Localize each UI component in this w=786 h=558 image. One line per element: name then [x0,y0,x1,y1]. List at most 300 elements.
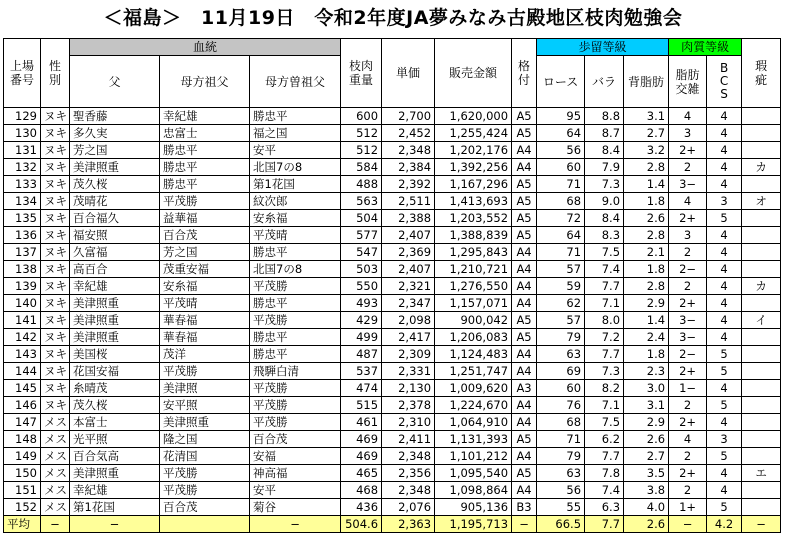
cell-no: 130 [4,125,41,142]
cell-grade: A4 [512,244,537,261]
cell-maternal-grandfather: 勝忠平 [160,142,250,159]
cell-marbling: 2+ [669,363,707,380]
cell-unit-price: 2,378 [382,397,435,414]
cell-maternal-great-grandfather: 平茂晴 [250,227,341,244]
cell-defect [742,261,781,278]
header-meat-group: 肉質等級 [669,39,742,56]
cell-maternal-great-grandfather: 北国7の8 [250,261,341,278]
table-row [4,142,781,159]
cell-sex: ヌキ [41,329,70,346]
cell-loin: 64 [537,227,585,244]
cell-back-fat: 2.9 [624,414,669,431]
cell-sales: 1,251,747 [435,363,512,380]
cell-rib: 6.2 [585,431,624,448]
cell-maternal-grandfather: 芳之国 [160,244,250,261]
cell-maternal-great-grandfather: 菊谷 [250,499,341,516]
cell-sex: ヌキ [41,261,70,278]
page-title: ＜福島＞ 11月19日 令和2年度JA夢みなみ古殿地区枝肉勉強会 [103,7,683,29]
cell-grade: A4 [512,295,537,312]
cell-back-fat: 3.5 [624,465,669,482]
cell-father: 芳之国 [70,142,160,159]
cell-grade: A4 [512,142,537,159]
cell-no: 150 [4,465,41,482]
cell-defect: イ [742,312,781,329]
cell-weight: 468 [341,482,382,499]
cell-maternal-grandfather: 茂重安福 [160,261,250,278]
cell-loin: 71 [537,431,585,448]
cell-maternal-grandfather: 隆之国 [160,431,250,448]
cell-unit-price: 2,356 [382,465,435,482]
cell-sex: ヌキ [41,176,70,193]
cell-marbling: 2+ [669,465,707,482]
cell-no: 131 [4,142,41,159]
cell-back-fat: 3.0 [624,380,669,397]
cell-weight: 469 [341,431,382,448]
cell-back-fat: 2.8 [624,278,669,295]
cell-weight: 487 [341,346,382,363]
table-row [4,210,781,227]
cell-maternal-grandfather: 平茂勝 [160,363,250,380]
cell-loin: 56 [537,482,585,499]
cell-loin: 76 [537,397,585,414]
cell-bcs: 4 [707,295,742,312]
cell-rib: 8.7 [585,125,624,142]
cell-maternal-great-grandfather: 第1花国 [250,176,341,193]
cell-defect [742,448,781,465]
cell-sex: メス [41,482,70,499]
cell-marbling: 2+ [669,142,707,159]
cell-maternal-great-grandfather: 勝忠平 [250,244,341,261]
cell-father: 美国桜 [70,346,160,363]
cell-defect [742,125,781,142]
cell-rib: 7.9 [585,159,624,176]
cell-marbling: 3− [669,176,707,193]
cell-sex: − [41,516,70,533]
cell-unit-price: 2,348 [382,482,435,499]
table-row [4,397,781,414]
cell-bcs: 5 [707,210,742,227]
cell-defect: カ [742,159,781,176]
cell-maternal-great-grandfather: 安糸福 [250,210,341,227]
cell-rib: 7.3 [585,176,624,193]
cell-maternal-grandfather: 安糸福 [160,278,250,295]
cell-marbling: 1+ [669,499,707,516]
cell-sex: ヌキ [41,227,70,244]
cell-loin: 68 [537,414,585,431]
cell-father: 茂久桜 [70,176,160,193]
table-row [4,448,781,465]
cell-rib: 8.4 [585,210,624,227]
cell-loin: 72 [537,210,585,227]
cell-sales: 1,203,552 [435,210,512,227]
cell-bcs: 4 [707,176,742,193]
cell-back-fat: 2.7 [624,448,669,465]
cell-loin: 60 [537,380,585,397]
cell-maternal-grandfather: 平茂勝 [160,465,250,482]
cell-grade: A5 [512,312,537,329]
cell-loin: 71 [537,176,585,193]
cell-maternal-great-grandfather: 勝忠平 [250,295,341,312]
cell-grade: A4 [512,363,537,380]
cell-unit-price: 2,076 [382,499,435,516]
cell-no: 144 [4,363,41,380]
cell-no: 132 [4,159,41,176]
cell-marbling: 2 [669,278,707,295]
cell-rib: 8.2 [585,380,624,397]
cell-defect [742,329,781,346]
cell-unit-price: 2,417 [382,329,435,346]
cell-grade: A5 [512,431,537,448]
cell-marbling: 3− [669,329,707,346]
cell-loin: 62 [537,295,585,312]
cell-father: 幸紀雄 [70,482,160,499]
header-unit-price: 単価 [382,39,435,108]
cell-bcs: 4 [707,329,742,346]
cell-marbling: 2 [669,397,707,414]
cell-father: 美津照重 [70,312,160,329]
cell-weight: 515 [341,397,382,414]
table-row [4,278,781,295]
cell-rib: 7.2 [585,329,624,346]
cell-bcs: 3 [707,193,742,210]
cell-sex: メス [41,431,70,448]
cell-marbling: 4 [669,193,707,210]
cell-defect [742,227,781,244]
cell-sales: 1,413,693 [435,193,512,210]
table-row [4,431,781,448]
cell-loin: 68 [537,193,585,210]
header-maternal-great-grandfather: 母方曽祖父 [250,56,341,108]
cell-maternal-grandfather [160,516,250,533]
table-row [4,193,781,210]
cell-bcs: 4 [707,312,742,329]
cell-back-fat: 1.4 [624,176,669,193]
header-sex: 性 別 [41,39,70,108]
cell-sex: メス [41,465,70,482]
cell-father: 百合気高 [70,448,160,465]
cell-father: 美津照重 [70,159,160,176]
cell-no: 145 [4,380,41,397]
cell-sex: ヌキ [41,278,70,295]
cell-back-fat: 2.4 [624,329,669,346]
cell-back-fat: 4.0 [624,499,669,516]
cell-loin: 55 [537,499,585,516]
cell-rib: 7.5 [585,414,624,431]
header-marbling: 脂肪 交雑 [669,56,707,108]
cell-father: 本富士 [70,414,160,431]
cell-maternal-grandfather: 華春福 [160,312,250,329]
cell-marbling: 2− [669,261,707,278]
cell-sales: 1,392,256 [435,159,512,176]
table-row [4,329,781,346]
cell-marbling: 2 [669,448,707,465]
cell-grade: A4 [512,448,537,465]
cell-unit-price: 2,392 [382,176,435,193]
cell-bcs: 4 [707,261,742,278]
cell-rib: 7.1 [585,295,624,312]
cell-maternal-great-grandfather: 勝忠平 [250,329,341,346]
cell-marbling: 3− [669,312,707,329]
cell-maternal-great-grandfather: 平茂勝 [250,414,341,431]
cell-father: 茂晴花 [70,193,160,210]
header-back-fat: 背脂肪 [624,56,669,108]
table-row [4,159,781,176]
cell-maternal-grandfather: 忠富士 [160,125,250,142]
cell-marbling: 3 [669,227,707,244]
cell-father: − [70,516,160,533]
table-row [4,125,781,142]
header-sales: 販売金額 [435,39,512,108]
cell-back-fat: 2.8 [624,159,669,176]
cell-back-fat: 2.6 [624,210,669,227]
cell-bcs: 5 [707,363,742,380]
cell-father: 糸晴茂 [70,380,160,397]
cell-maternal-great-grandfather: 飛騨白清 [250,363,341,380]
cell-maternal-great-grandfather: 安平 [250,142,341,159]
cell-maternal-grandfather: 勝忠平 [160,176,250,193]
cell-no: 140 [4,295,41,312]
cell-sex: メス [41,499,70,516]
cell-sales: 1,388,839 [435,227,512,244]
cell-father: 美津照重 [70,465,160,482]
cell-back-fat: 1.4 [624,312,669,329]
cell-back-fat: 3.2 [624,142,669,159]
cell-unit-price: 2,331 [382,363,435,380]
cell-no: 141 [4,312,41,329]
cell-grade: A5 [512,227,537,244]
cell-unit-price: 2,098 [382,312,435,329]
cell-defect [742,482,781,499]
cell-weight: 584 [341,159,382,176]
cell-father: 美津照重 [70,329,160,346]
cell-bcs: 4 [707,244,742,261]
cell-unit-price: 2,411 [382,431,435,448]
cell-sex: ヌキ [41,380,70,397]
table-row [4,227,781,244]
cell-loin: 59 [537,278,585,295]
cell-bcs: 4 [707,465,742,482]
cell-weight: 503 [341,261,382,278]
cell-grade: A5 [512,176,537,193]
cell-unit-price: 2,348 [382,142,435,159]
cell-rib: 6.3 [585,499,624,516]
cell-sex: ヌキ [41,159,70,176]
cell-no: 平均 [4,516,41,533]
cell-rib: 8.3 [585,227,624,244]
cell-bcs: 4 [707,414,742,431]
cell-no: 138 [4,261,41,278]
cell-bcs: 4 [707,142,742,159]
cell-sex: ヌキ [41,210,70,227]
cell-sex: ヌキ [41,244,70,261]
cell-sales: 1,167,296 [435,176,512,193]
cell-bcs: 4 [707,159,742,176]
header-bcs: B C S [707,56,742,108]
cell-marbling: 1− [669,380,707,397]
cell-sales: 1,095,540 [435,465,512,482]
cell-sales: 1,210,721 [435,261,512,278]
cell-defect [742,142,781,159]
header-yield-group: 歩留等級 [537,39,669,56]
cell-marbling: 2 [669,482,707,499]
cell-weight: 461 [341,414,382,431]
cell-unit-price: 2,310 [382,414,435,431]
cell-unit-price: 2,321 [382,278,435,295]
table-row [4,465,781,482]
cell-no: 152 [4,499,41,516]
cell-maternal-great-grandfather: 神高福 [250,465,341,482]
cell-marbling: 2+ [669,295,707,312]
cell-sex: ヌキ [41,125,70,142]
cell-marbling: 2− [669,346,707,363]
table-row [4,312,781,329]
cell-bcs: 4 [707,125,742,142]
cell-loin: 66.5 [537,516,585,533]
cell-grade: A4 [512,159,537,176]
cell-bcs: 3 [707,431,742,448]
cell-sales: 1,064,910 [435,414,512,431]
cell-unit-price: 2,369 [382,244,435,261]
cell-defect: オ [742,193,781,210]
cell-rib: 7.7 [585,278,624,295]
cell-rib: 7.3 [585,363,624,380]
cell-bcs: 4 [707,108,742,125]
cell-weight: 504 [341,210,382,227]
cell-unit-price: 2,511 [382,193,435,210]
table-row [4,346,781,363]
cell-no: 137 [4,244,41,261]
cell-maternal-great-grandfather: − [250,516,341,533]
cell-maternal-grandfather: 幸紀雄 [160,108,250,125]
cell-rib: 7.1 [585,397,624,414]
cell-weight: 469 [341,448,382,465]
cell-no: 136 [4,227,41,244]
cell-bcs: 4 [707,227,742,244]
cell-weight: 550 [341,278,382,295]
cell-no: 147 [4,414,41,431]
cell-father: 多久実 [70,125,160,142]
cell-defect [742,295,781,312]
cell-back-fat: 2.6 [624,516,669,533]
cell-father: 聖香藤 [70,108,160,125]
cell-loin: 63 [537,465,585,482]
cell-maternal-great-grandfather: 勝忠平 [250,108,341,125]
cell-grade: A4 [512,414,537,431]
cell-no: 129 [4,108,41,125]
cell-defect [742,499,781,516]
cell-maternal-grandfather: 平茂勝 [160,482,250,499]
cell-back-fat: 2.9 [624,295,669,312]
cell-defect [742,346,781,363]
cell-weight: 577 [341,227,382,244]
cell-maternal-grandfather: 美津照 [160,380,250,397]
cell-grade: A3 [512,380,537,397]
cell-bcs: 5 [707,397,742,414]
cell-marbling: 4 [669,108,707,125]
cell-defect: エ [742,465,781,482]
cell-unit-price: 2,388 [382,210,435,227]
cell-sales: 1,195,713 [435,516,512,533]
cell-maternal-great-grandfather: 紋次郎 [250,193,341,210]
cell-no: 142 [4,329,41,346]
cell-defect [742,244,781,261]
cell-no: 133 [4,176,41,193]
cell-unit-price: 2,700 [382,108,435,125]
cell-sales: 1,009,620 [435,380,512,397]
cell-weight: 537 [341,363,382,380]
cell-no: 151 [4,482,41,499]
cell-loin: 63 [537,346,585,363]
cell-weight: 436 [341,499,382,516]
carcass-results-table [3,38,781,533]
cell-marbling: − [669,516,707,533]
cell-grade: A5 [512,329,537,346]
cell-weight: 474 [341,380,382,397]
cell-rib: 7.5 [585,244,624,261]
cell-sex: メス [41,414,70,431]
cell-unit-price: 2,363 [382,516,435,533]
cell-father: 高百合 [70,261,160,278]
cell-loin: 71 [537,244,585,261]
cell-weight: 563 [341,193,382,210]
cell-rib: 7.7 [585,448,624,465]
cell-maternal-great-grandfather: 平茂勝 [250,380,341,397]
cell-loin: 57 [537,261,585,278]
cell-unit-price: 2,309 [382,346,435,363]
cell-maternal-grandfather: 平茂勝 [160,193,250,210]
cell-back-fat: 2.3 [624,363,669,380]
cell-bcs: 4 [707,278,742,295]
cell-sex: ヌキ [41,363,70,380]
table-row [4,482,781,499]
cell-sales: 1,276,550 [435,278,512,295]
cell-rib: 7.4 [585,482,624,499]
cell-back-fat: 1.8 [624,346,669,363]
cell-father: 美津照重 [70,295,160,312]
cell-rib: 7.7 [585,346,624,363]
cell-defect [742,176,781,193]
cell-maternal-grandfather: 茂洋 [160,346,250,363]
table-row [4,108,781,125]
cell-weight: 493 [341,295,382,312]
header-weight: 枝肉 重量 [341,39,382,108]
cell-maternal-great-grandfather: 平茂勝 [250,312,341,329]
cell-sales: 1,124,483 [435,346,512,363]
cell-grade: A4 [512,261,537,278]
cell-sales: 1,620,000 [435,108,512,125]
cell-father: 福安照 [70,227,160,244]
cell-back-fat: 3.1 [624,397,669,414]
cell-father: 百合福久 [70,210,160,227]
cell-loin: 79 [537,329,585,346]
cell-sex: ヌキ [41,193,70,210]
cell-loin: 57 [537,312,585,329]
table-row [4,414,781,431]
cell-sex: ヌキ [41,295,70,312]
cell-father: 光平照 [70,431,160,448]
cell-back-fat: 1.8 [624,193,669,210]
cell-defect [742,397,781,414]
cell-unit-price: 2,407 [382,261,435,278]
header-father: 父 [70,56,160,108]
cell-no: 143 [4,346,41,363]
cell-sales: 905,136 [435,499,512,516]
header-maternal-grandfather: 母方祖父 [160,56,250,108]
cell-weight: 488 [341,176,382,193]
cell-grade: A4 [512,346,537,363]
cell-rib: 9.0 [585,193,624,210]
cell-father: 第1花国 [70,499,160,516]
